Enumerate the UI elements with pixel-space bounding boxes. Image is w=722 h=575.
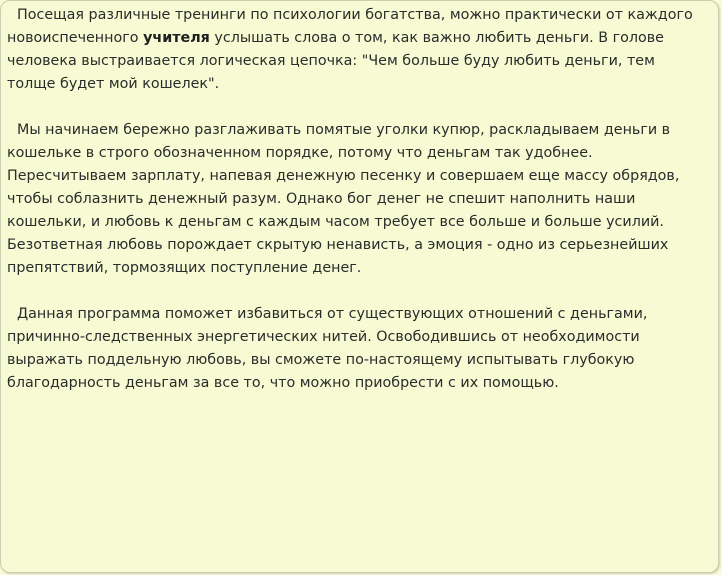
teacher-bold-word: учителя xyxy=(143,30,210,46)
paragraph-2: Мы начинаем бережно разглаживать помятые уголки купюр, раскладываем деньги в кошельке в строго обозначенном порядке, потому что деньгам так удобнее. Пересчитываем зарплату, напевая денежную песенку и совершаем еще массу обрядов, чтобы соблазнить денежный разум. Однако бог денег не спешит наполнить наши кошельки, и любовь к деньгам с каждым часом требует все больше и больше усилий. Безответная любовь порождает скрытую ненависть, а эмоция - одно из серьезнейших препятствий, тормозящих поступление денег. xyxy=(7,122,680,276)
paragraph-1-text-end: услышать слова о том, как важно любить деньги. В голове человека выстраивается логическая цепочка: "Чем больше буду любить деньги, тем толще будет мой кошелек". xyxy=(7,30,664,92)
paragraph-1 xyxy=(7,4,704,96)
paragraph-1-text-start: Посещая различные тренинги по психологии богатства, можно практически от каждого новоиспеченного xyxy=(7,7,693,46)
paragraph-3: Данная программа поможет избавиться от существующих отношений с деньгами, причинно-следственных энергетических нитей. Освободившись от необходимости выражать поддельную любовь, вы сможете по-настоящему испытывать глубокую благодарность деньгам за все то, что можно приобрести с их помощью. xyxy=(7,306,648,391)
